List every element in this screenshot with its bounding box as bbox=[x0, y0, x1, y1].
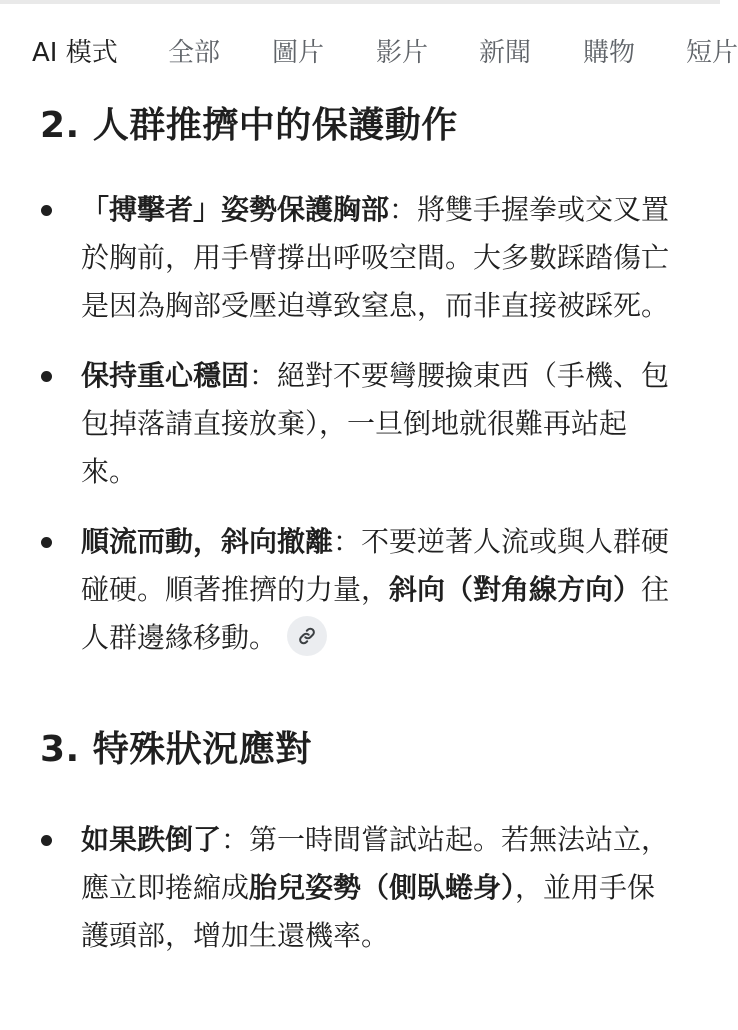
list-item bbox=[40, 352, 680, 496]
item-text: ：不要逆著人流或與人群硬碰硬。順著推擠的力量， bbox=[81, 525, 670, 606]
tab-news[interactable]: 新聞 bbox=[479, 38, 532, 68]
protective-actions-list bbox=[40, 186, 680, 662]
list-item bbox=[40, 186, 680, 330]
section-heading-protective-actions: 2. 人群推擠中的保護動作 bbox=[40, 105, 458, 146]
list-item bbox=[40, 518, 680, 662]
special-situations-list bbox=[40, 816, 680, 960]
ai-answer-content bbox=[40, 96, 680, 960]
tab-images[interactable]: 圖片 bbox=[272, 38, 325, 68]
tab-shopping[interactable]: 購物 bbox=[583, 38, 636, 68]
item-text: 往人群邊緣移動。 bbox=[81, 573, 670, 654]
item-bold-label: 如果跌倒了 bbox=[81, 823, 222, 856]
top-divider bbox=[0, 0, 720, 4]
item-bold-emphasis: 斜向（對角線方向） bbox=[389, 573, 642, 606]
list-item bbox=[40, 816, 680, 960]
item-text: ：第一時間嘗試站起。若無法站立，應立即捲縮成 bbox=[81, 823, 670, 904]
item-text: ：將雙手握拳或交叉置於胸前，用手臂撐出呼吸空間。大多數踩踏傷亡是因為胸部受壓迫導致窒息，而非直接被踩死。 bbox=[81, 193, 670, 322]
source-link-button[interactable] bbox=[287, 616, 327, 656]
item-bold-emphasis: 胎兒姿勢（側臥蜷身） bbox=[249, 871, 516, 904]
section-heading-special-situations: 3. 特殊狀況應對 bbox=[40, 729, 312, 770]
tab-ai-mode[interactable]: AI 模式 bbox=[32, 38, 118, 68]
tab-all[interactable]: 全部 bbox=[168, 38, 221, 68]
search-mode-tabs bbox=[0, 30, 738, 76]
item-text: ：絕對不要彎腰撿東西（手機、包包掉落請直接放棄），一旦倒地就很難再站起來。 bbox=[81, 359, 670, 488]
tab-videos[interactable]: 影片 bbox=[376, 38, 429, 68]
item-bold-label: 保持重心穩固 bbox=[81, 359, 250, 392]
link-icon bbox=[297, 626, 317, 646]
tab-short-videos[interactable]: 短片 bbox=[686, 38, 738, 68]
item-text: ，並用手保護頭部，增加生還機率。 bbox=[81, 871, 656, 952]
item-bold-label: 「搏擊者」姿勢保護胸部 bbox=[81, 193, 390, 226]
item-bold-label: 順流而動，斜向撤離 bbox=[81, 525, 334, 558]
